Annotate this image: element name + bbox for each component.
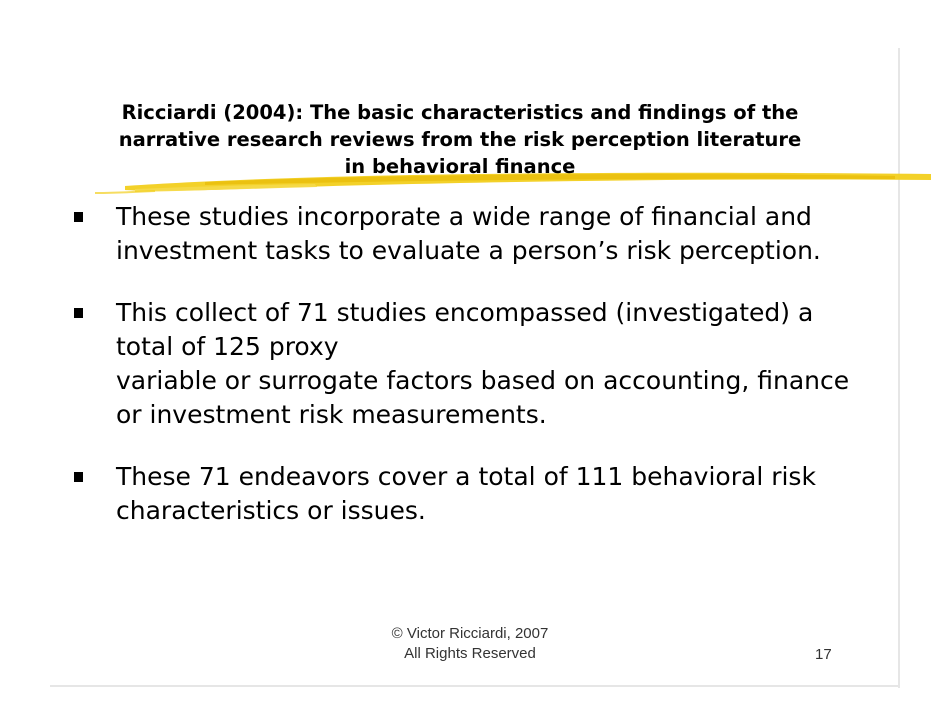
bullet-text-line: or investment risk measurements. — [116, 400, 547, 429]
bullet-item — [74, 460, 874, 528]
bullet-text-line: investment tasks to evaluate a person’s risk perception. — [116, 236, 821, 265]
bullet-text-line: total of 125 proxy — [116, 332, 339, 361]
slide-title-line: in behavioral finance — [344, 155, 576, 179]
slide-title-line: Ricciardi (2004): The basic characteristics and findings of the — [121, 101, 799, 125]
square-bullet-icon — [74, 308, 83, 318]
bullet-text-line: variable or surrogate factors based on accounting, finance — [116, 366, 850, 395]
bullet-item — [74, 200, 874, 268]
slide-title — [60, 99, 860, 180]
square-bullet-icon — [74, 472, 83, 482]
copyright-text: © Victor Ricciardi, 2007 — [391, 625, 549, 642]
rights-text: All Rights Reserved — [404, 645, 536, 662]
bullet-text-line: These studies incorporate a wide range of financial and — [116, 202, 812, 231]
bullet-list — [74, 200, 874, 556]
bullet-text-line: This collect of 71 studies encompassed (investigated) a — [116, 298, 814, 327]
slide-border-bottom — [50, 685, 900, 687]
slide-title-line: narrative research reviews from the risk perception literature — [118, 128, 802, 152]
bullet-item — [74, 296, 874, 432]
bullet-text-line: characteristics or issues. — [116, 496, 426, 525]
square-bullet-icon — [74, 212, 83, 222]
page-number: 17 — [815, 646, 832, 663]
slide-border-right — [898, 48, 900, 688]
footer-copyright — [360, 624, 580, 664]
bullet-text-line: These 71 endeavors cover a total of 111 behavioral risk — [116, 462, 816, 491]
